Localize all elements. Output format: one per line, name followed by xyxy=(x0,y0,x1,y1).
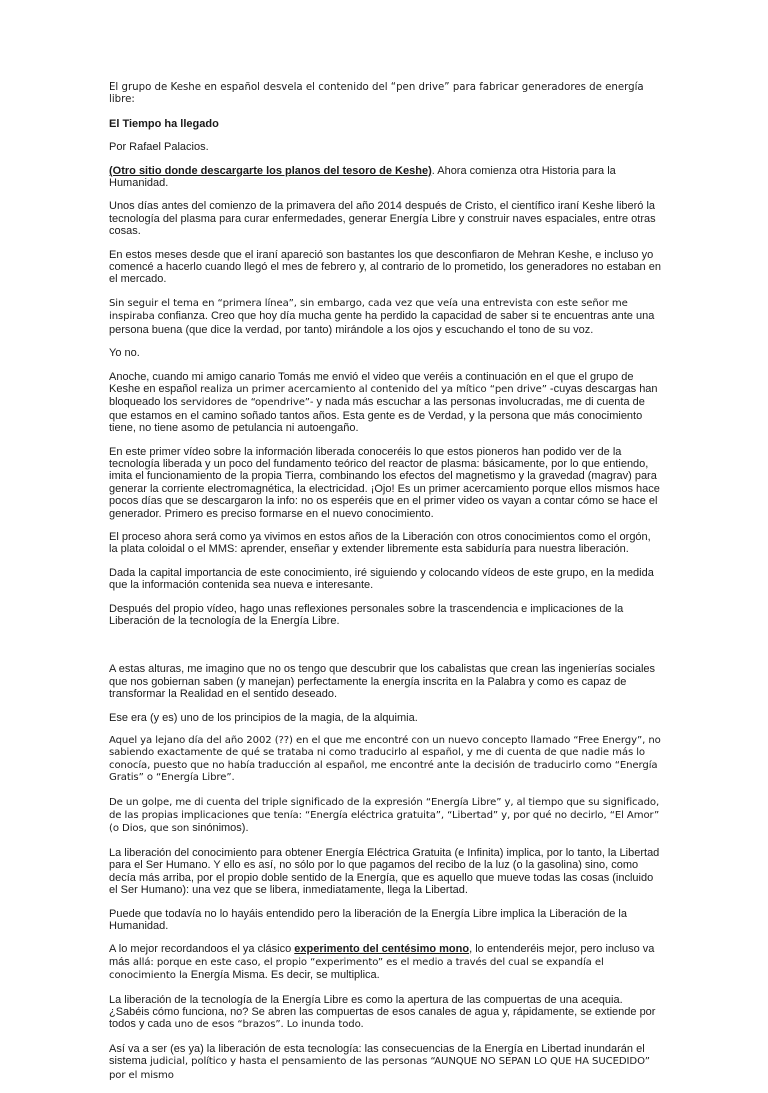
paragraph-12: Ese era (y es) uno de los principios de la magia, de la alquimia. xyxy=(109,711,418,724)
paragraph-3: En estos meses desde que el iraní apareció son bastantes los que desconfiaron de Mehran Keshe, e incluso yo comencé a hacerlo cuando llegó el mes de febrero y, al contrario de lo prometido, los generadores no estaban en el mercado. xyxy=(109,248,661,286)
paragraph-9: Dada la capital importancia de este conocimiento, iré siguiendo y colocando vídeos de este grupo, en la medida que la información contenida sea nueva e interesante. xyxy=(109,566,654,592)
paragraph-16: Puede que todavía no lo hayáis entendido pero la liberación de la Energía Libre implica la Liberación de la Humanidad. xyxy=(109,907,627,932)
paragraph-2: Unos días antes del comienzo de la primavera del año 2014 después de Cristo, el científico iraní Keshe liberó la tecnología del plasma para curar enfermedades, generar Energía Libre y construir naves espaciales, entre otras cosas. xyxy=(109,200,656,238)
download-plans-link[interactable]: (Otro sitio donde descargarte los planos del tesoro de Keshe) xyxy=(109,164,432,177)
paragraph-6: Anoche, cuando mi amigo canario Tomás me envió el video que veréis a continuación en el que el grupo de Keshe en español realiza un primer acercamiento al contenido del ya mítico “pen drive” -cuyas descargas han bloqueado los servidores de “opendrive”- y nada más escuchar a las personas involucradas, me di cuenta de que estamos en el camino soñado tantos años. Esta gente es de Verdad, y la persona que más conocimiento tiene, no tiene asomo de petulancia ni autoengaño. xyxy=(109,370,658,435)
paragraph-15: La liberación del conocimiento para obtener Energía Eléctrica Gratuita (e Infinita) implica, por lo tanto, la Libertad para el Ser Humano. Y ello es así, no sólo por lo que pagamos del recibo de la luz (o la gasolina) sino, como decía más arriba, por el propio doble sentido de la Energía, que es aquello que mueve todas las cosas (incluido el Ser Humano): una vez que se libera, inmediatamente, llega la Libertad. xyxy=(109,846,660,897)
paragraph-17: A lo mejor recordandoos el ya clásico experimento del centésimo mono, lo entenderéis mejor, pero incluso va más allá: porque en este caso, el propio “experimento” es el medio a través del cual se expandía el conocimiento la Energía Misma. Es decir, se multiplica. xyxy=(109,943,655,982)
paragraph-4: Sin seguir el tema en “primera línea”, sin embargo, cada vez que veía una entrevista con este señor me inspiraba confianza. Creo que hoy día mucha gente ha perdido la capacidad de saber si te encuentras ante una persona buena (que dice la verdad, por tanto) mirándole a los ojos y escuchando el tono de su voz. xyxy=(109,297,655,336)
document-page xyxy=(109,82,661,1093)
paragraph-13: Aquel ya lejano día del año 2002 (??) en el que me encontré con un nuevo concepto llamado “Free Energy”, no sabiendo exactamente de qué se trataba ni como traducirlo al español, y me di cuenta de que nadie más lo conocía, puesto que no había traducción al español, me encontré ante la decisión de traducirlo como “Energía Gratis” o “Energía Libre”. xyxy=(109,735,661,784)
article-title: El Tiempo ha llegado xyxy=(109,117,219,130)
byline: Por Rafael Palacios. xyxy=(109,141,209,154)
paragraph-8: El proceso ahora será como ya vivimos en estos años de la Liberación con otros conocimientos como el orgón, la plata coloidal o el MMS: aprender, enseñar y extender libremente esta sabiduría para nuestra liberación. xyxy=(109,530,651,556)
paragraph-7: En este primer vídeo sobre la información liberada conoceréis lo que estos pioneros han podido ver de la tecnología liberada y un poco del fundamento teórico del reactor de plasma: básicamente, por lo que entiendo, imita el funcionamiento de la propia Tierra, combinando los efectos del magnetismo y la gravedad (magrav) para generar la corriente electromagnética, la electricidad. ¡Ojo! Es un primer acercamiento porque ellos mismos hace pocos días que se descargaron la info: no os esperéis que en el primer video os vayan a contar cómo se hace el generador. Primero es preciso formarse en el nuevo conocimiento. xyxy=(109,445,660,520)
paragraph-14: De un golpe, me di cuenta del triple significado de la expresión “Energía Libre” y, al tiempo que su significado, de las propias implicaciones que tenía: “Energía eléctrica gratuita”, “Libertad” y, por qué no decirlo, “El Amor” (o Dios, que son sinónimos). xyxy=(109,796,660,835)
hundredth-monkey-link[interactable]: experimento del centésimo mono xyxy=(294,943,470,956)
paragraph-11: A estas alturas, me imagino que no os tengo que descubrir que los cabalistas que crean las ingenierías sociales que nos gobiernan saben (y manejan) perfectamente la energía inscrita en la Palabra y como es capaz de transformar la Realidad en el sentido deseado. xyxy=(109,663,656,701)
paragraph-5: Yo no. xyxy=(109,347,140,360)
paragraph-19: Así va a ser (es ya) la liberación de esta tecnología: las consecuencias de la Energía en Libertad inundarán el sistema judicial, político y hasta el pensamiento de las personas “AUNQUE NO SEPAN LO QUE HA SUCEDIDO” por el mismo xyxy=(109,1042,650,1081)
video-gap xyxy=(109,638,661,663)
paragraph-1: (Otro sitio donde descargarte los planos del tesoro de Keshe). Ahora comienza otra Historia para la Humanidad. xyxy=(109,164,616,190)
paragraph-10: Después del propio vídeo, hago unas reflexiones personales sobre la trascendencia e implicaciones de la Liberación de la tecnología de la Energía Libre. xyxy=(109,602,624,627)
article-header: El grupo de Keshe en español desvela el contenido del “pen drive” para fabricar generadores de energía libre: xyxy=(109,82,644,106)
paragraph-18: La liberación de la tecnología de la Energía Libre es como la apertura de las compuertas de una acequia. ¿Sabéis cómo funciona, no? Se abren las compuertas de esos canales de agua y, rápidamente, se extiende por todos y cada uno de esos “brazos”. Lo inunda todo. xyxy=(109,993,656,1031)
